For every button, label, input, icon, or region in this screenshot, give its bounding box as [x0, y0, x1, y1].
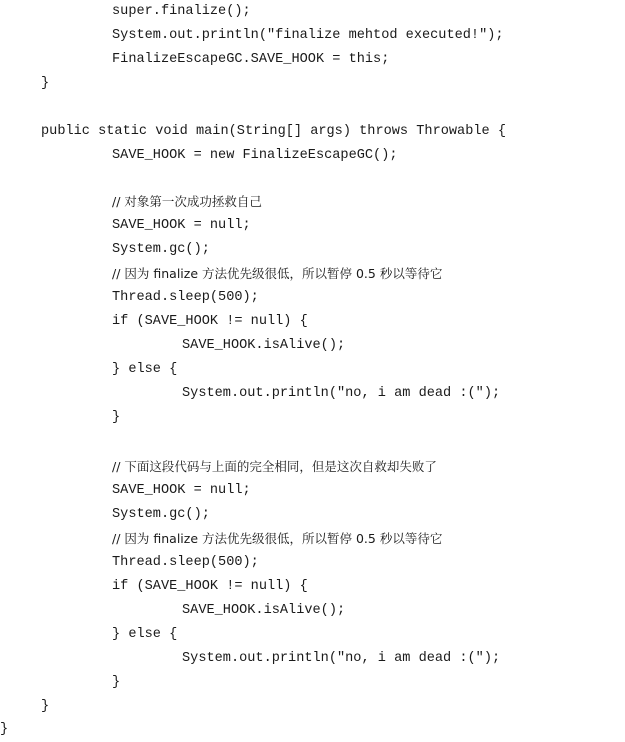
code-line: } — [0, 722, 9, 737]
code-line: SAVE_HOOK = null; — [112, 483, 251, 498]
code-line: if (SAVE_HOOK != null) { — [112, 579, 308, 594]
code-line: } — [112, 410, 121, 425]
code-line: } else { — [112, 362, 178, 377]
code-comment: // 因为 finalize 方法优先级很低，所以暂停 0.5 秒以等待它 — [112, 266, 443, 281]
code-line: super.finalize(); — [112, 4, 251, 19]
code-line: } else { — [112, 627, 178, 642]
code-line: Thread.sleep(500); — [112, 555, 259, 570]
code-line: System.out.println("no, i am dead :("); — [182, 651, 501, 666]
code-line: public static void main(String[] args) throws Throwable { — [41, 124, 506, 139]
code-comment: // 因为 finalize 方法优先级很低，所以暂停 0.5 秒以等待它 — [112, 531, 443, 546]
code-line: SAVE_HOOK.isAlive(); — [182, 603, 346, 618]
code-line: if (SAVE_HOOK != null) { — [112, 314, 308, 329]
code-line: System.out.println("finalize mehtod executed!"); — [112, 28, 504, 43]
code-line: } — [41, 76, 50, 91]
code-line: SAVE_HOOK = new FinalizeEscapeGC(); — [112, 148, 398, 163]
code-line: FinalizeEscapeGC.SAVE_HOOK = this; — [112, 52, 390, 67]
code-line: Thread.sleep(500); — [112, 290, 259, 305]
code-line: System.gc(); — [112, 242, 210, 257]
code-line: System.out.println("no, i am dead :("); — [182, 386, 501, 401]
code-line: System.gc(); — [112, 507, 210, 522]
code-comment: // 对象第一次成功拯救自己 — [112, 194, 262, 209]
code-comment: // 下面这段代码与上面的完全相同，但是这次自救却失败了 — [112, 459, 437, 474]
code-line: } — [112, 675, 121, 690]
code-line: SAVE_HOOK.isAlive(); — [182, 338, 346, 353]
code-line: SAVE_HOOK = null; — [112, 218, 251, 233]
code-line: } — [41, 699, 50, 714]
